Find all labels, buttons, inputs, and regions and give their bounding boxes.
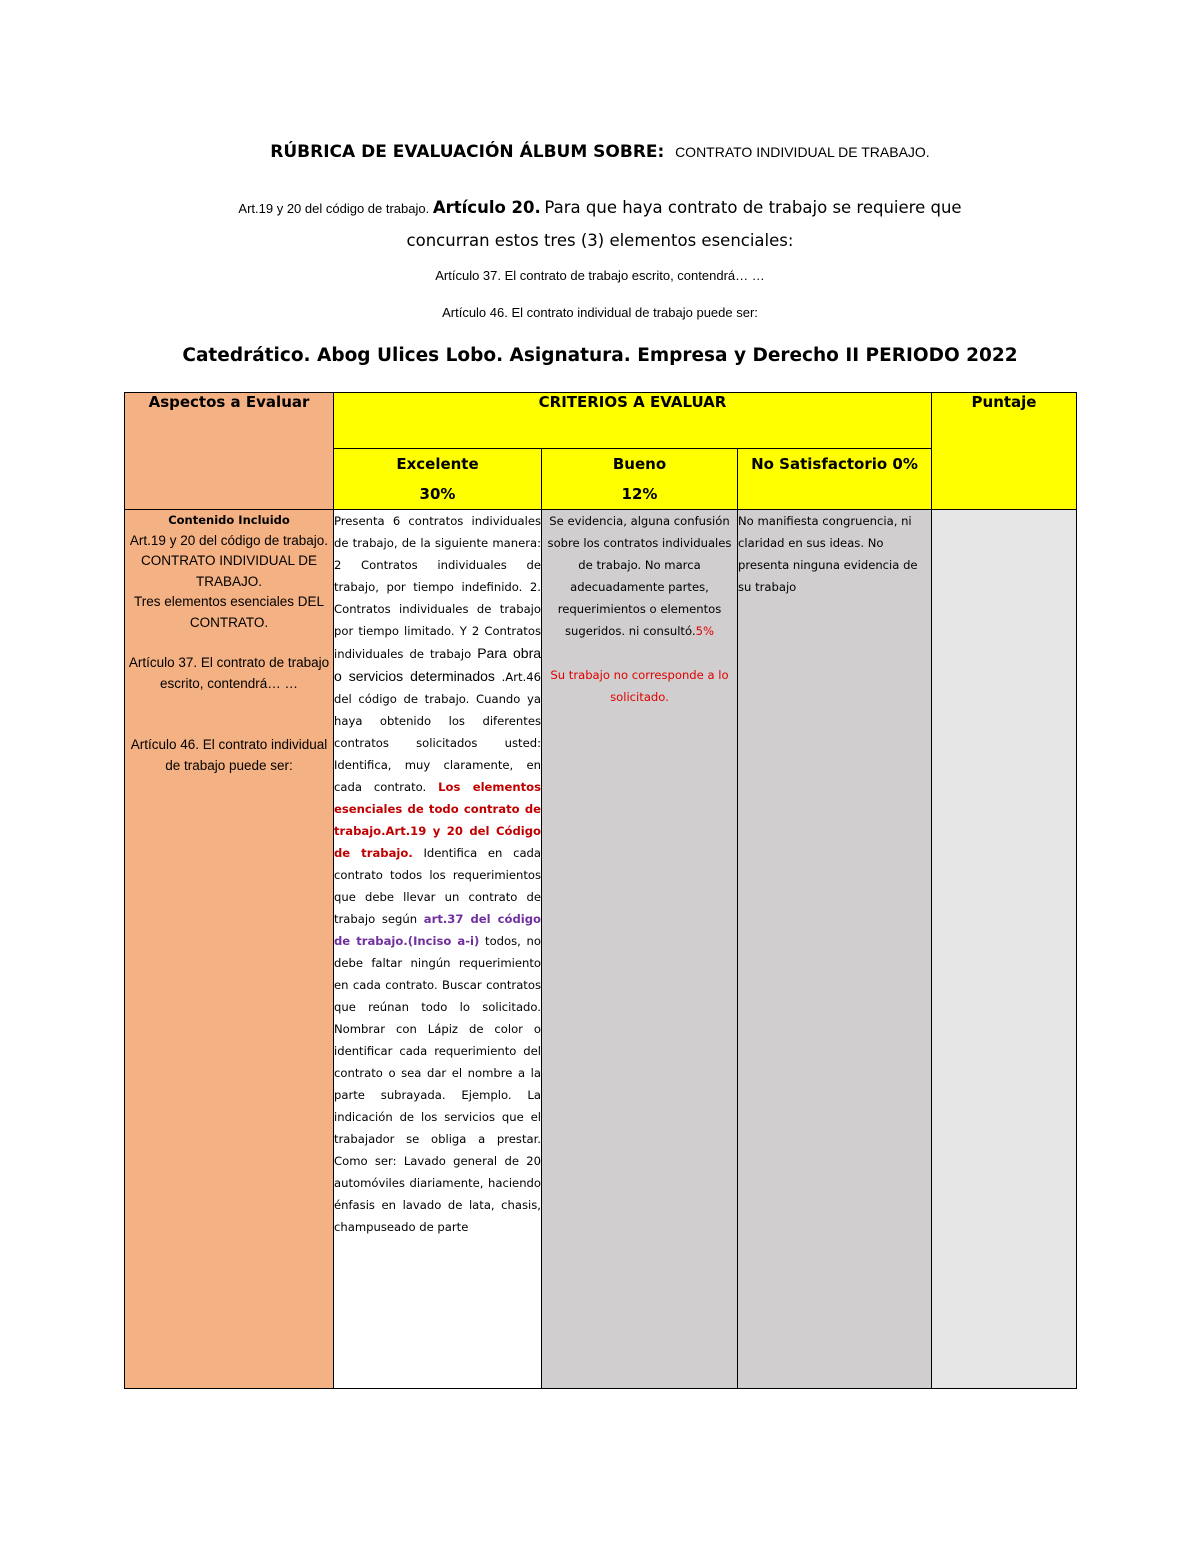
puntaje-header: Puntaje [932, 393, 1077, 510]
bueno-percent: 12% [621, 485, 658, 503]
excelente-text: Presenta 6 contratos individuales de trabajo, de la siguiente manera: 2 Contratos individuales de trabajo, por tiempo indefinido. 2. Contratos individuales de trabajo por tiempo limitado. Y 2 Contratos individuales de trabajo [334, 514, 541, 661]
catedratico-line: Catedrático. Abog Ulices Lobo. Asignatura. Empresa y Derecho II PERIODO 2022 [182, 345, 1018, 366]
bueno-cell [542, 510, 738, 1389]
aspect-cell [125, 510, 334, 1389]
aspect-line: Art.19 y 20 del código de trabajo. [129, 532, 329, 548]
excelente-text: Identifica en cada contrato todos los requerimientos que debe llevar un contrato de trabajo según [334, 846, 542, 926]
excelente-text: todos, no debe faltar ningún requerimiento en cada contrato. Buscar contratos que reúnan todo lo solicitado. Nombrar con Lápiz de color o identificar cada requerimiento del contrato o sea dar el nombre a la parte subrayada. Ejemplo. La indicación de los servicios que el trabajador se obliga a prestar. Como ser: Lavado general de 20 automóviles diariamente, haciendo énfasis en lavado de lata, chasis, champuseado de parte [334, 934, 541, 1234]
aspectos-header: Aspectos a Evaluar [125, 393, 334, 510]
level-no-satisfactorio [738, 449, 932, 510]
bueno-label: Bueno [612, 455, 667, 473]
art-20-label: Artículo 20. [432, 198, 541, 217]
art-19-20-ref: Art.19 y 20 del código de trabajo. [238, 201, 430, 216]
excelente-text-highlight: art.37 del código de trabajo.(Inciso a-i) [334, 912, 541, 948]
excelente-text: Identifica, muy claramente, en cada contrato. [334, 758, 541, 794]
aspect-line: CONTRATO INDIVIDUAL DE TRABAJO. [140, 553, 318, 589]
header-row-criterios [125, 393, 1077, 449]
title-bold: RÚBRICA DE EVALUACIÓN ÁLBUM SOBRE: [270, 142, 665, 162]
content-row [125, 510, 1077, 1389]
criterios-header: CRITERIOS A EVALUAR [334, 393, 932, 449]
title-subject: CONTRATO INDIVIDUAL DE TRABAJO. [675, 144, 930, 160]
excelente-cell [334, 510, 542, 1389]
aspect-title: Contenido Incluido [168, 513, 290, 527]
art-37-line: Artículo 37. El contrato de trabajo escrito, contendrá… … [435, 268, 765, 283]
rubric-title [0, 142, 1200, 162]
excelente-text: .Art.46 del código de trabajo. Cuando ya haya obtenido los diferentes contratos solicitados usted: [334, 670, 541, 750]
level-bueno [542, 449, 738, 510]
no-satisfactorio-label: No Satisfactorio 0% [751, 455, 918, 473]
bueno-percent-red: 5% [695, 624, 714, 638]
puntaje-cell [932, 510, 1077, 1389]
article-20-paragraph [0, 192, 1200, 258]
art-46-line: Artículo 46. El contrato individual de trabajo puede ser: [442, 305, 758, 320]
art-20-text: Para que haya contrato de trabajo se requiere que [544, 198, 962, 217]
rubric-table [124, 392, 1077, 1389]
excelente-text: Para obra o servicios determinados [334, 645, 542, 684]
no-satisfactorio-text: No manifiesta congruencia, ni claridad en sus ideas. No presenta ninguna evidencia de su trabajo [738, 514, 918, 594]
art-20-text-line2: concurran estos tres (3) elementos esenciales: [406, 231, 794, 250]
excelente-label: Excelente [396, 455, 479, 473]
aspect-line: Artículo 46. El contrato individual de trabajo puede ser: [130, 737, 328, 773]
excelente-text-highlight: Los elementos esenciales de todo contrato de trabajo.Art.19 y 20 del Código de trabajo. [334, 780, 542, 860]
aspect-line: Tres elementos esenciales DEL CONTRATO. [133, 594, 325, 630]
level-excelente [334, 449, 542, 510]
no-satisfactorio-cell [738, 510, 932, 1389]
aspect-line: Artículo 37. El contrato de trabajo escrito, contendrá… … [128, 655, 330, 691]
bueno-text: Se evidencia, alguna confusión sobre los contratos individuales de trabajo. No marca adecuadamente partes, requerimientos o elementos sugeridos. ni consultó. [547, 514, 732, 638]
bueno-text-red: Su trabajo no corresponde a lo solicitado. [550, 668, 729, 704]
excelente-percent: 30% [419, 485, 456, 503]
